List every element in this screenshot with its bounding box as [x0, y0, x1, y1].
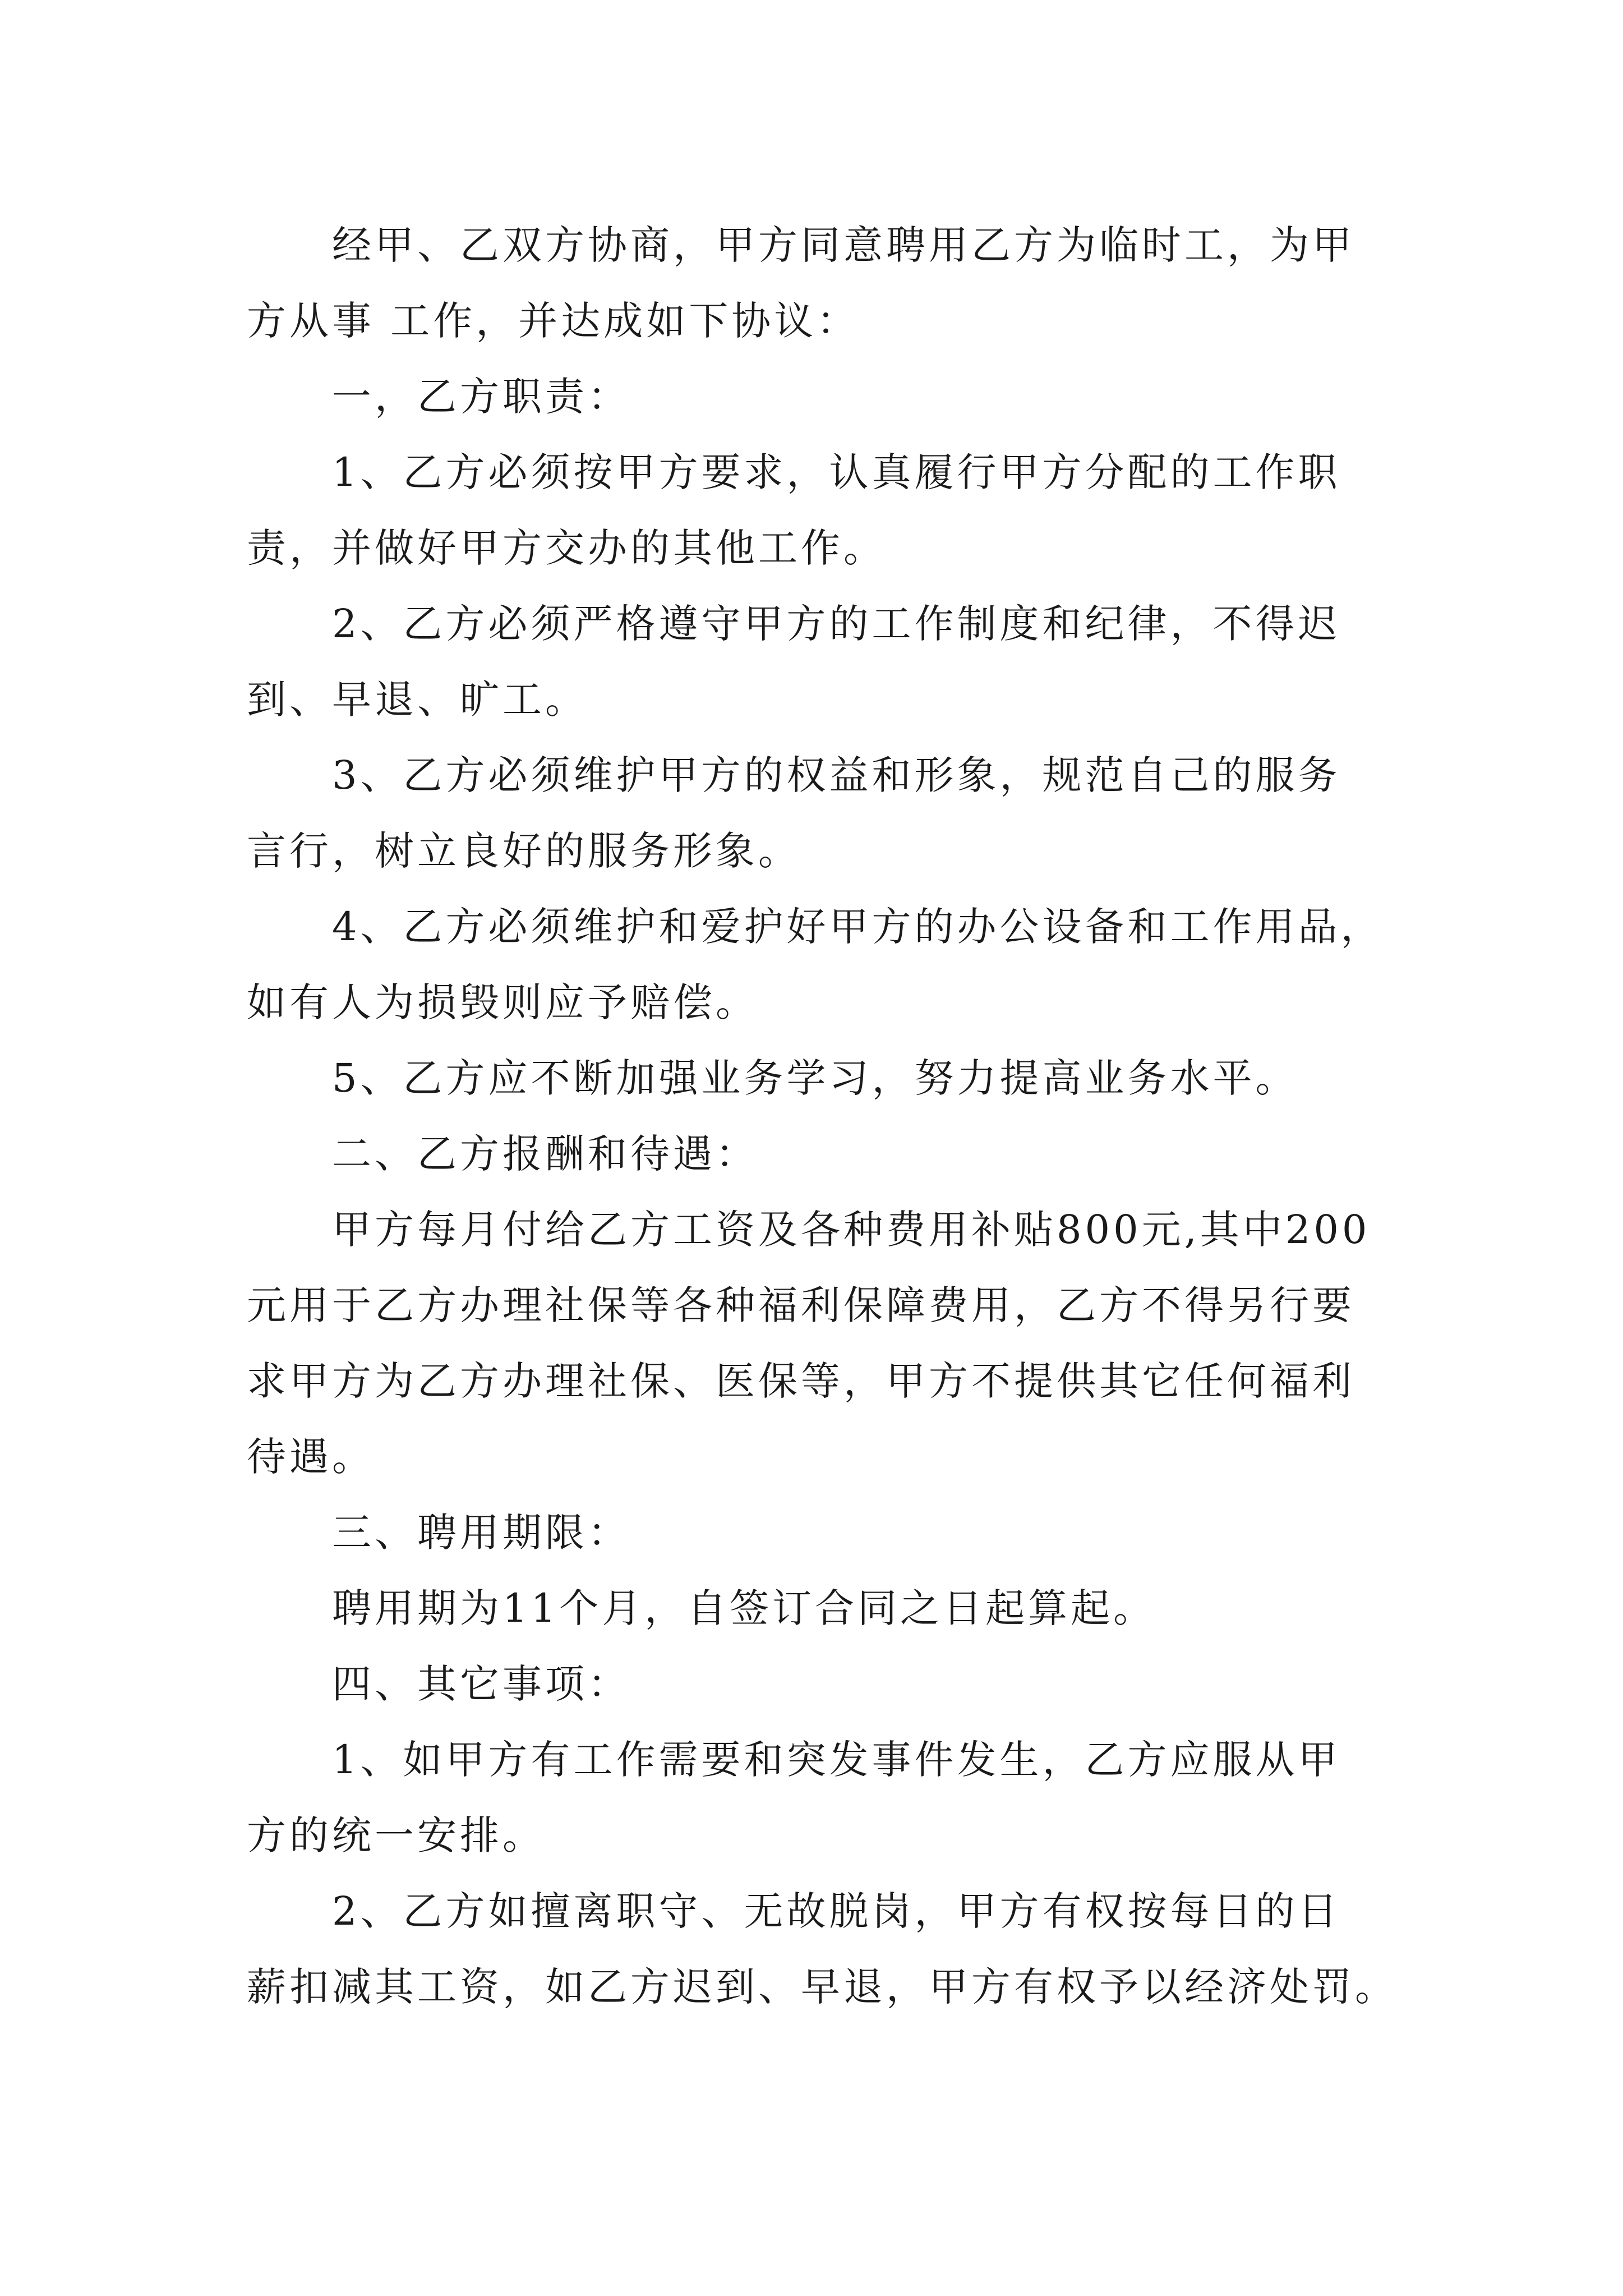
paragraph-duty-4: [247, 889, 1391, 1041]
text-line: 5、乙方应不断加强业务学习，努力提高业务水平。: [332, 1055, 1298, 1101]
paragraph-term: [247, 1571, 1391, 1646]
paragraph-duty-2: [247, 586, 1391, 738]
heading-line: 三、聘用期限：: [332, 1510, 630, 1556]
section-heading-pay: [247, 1116, 1391, 1192]
paragraph-duty-1: [247, 435, 1391, 586]
heading-line: 四、其它事项：: [332, 1661, 630, 1707]
heading-line: 一，乙方职责：: [332, 374, 630, 420]
text-line: 经甲、乙双方协商，甲方同意聘用乙方为临时工，为甲: [332, 222, 1355, 268]
text-line: 到、早退、旷工。: [247, 677, 588, 723]
text-line: 待遇。: [247, 1434, 375, 1480]
paragraph-pay: [247, 1192, 1391, 1495]
text-line: 1、如甲方有工作需要和突发事件发生，乙方应服从甲: [332, 1737, 1341, 1783]
text-line: 元用于乙方办理社保等各种福利保障费用，乙方不得另行要: [247, 1282, 1355, 1328]
text-line: 言行，树立良好的服务形象。: [247, 828, 801, 874]
section-heading-duties: [247, 359, 1391, 435]
text-line: 3、乙方必须维护甲方的权益和形象，规范自己的服务: [332, 752, 1341, 798]
text-line: 1、乙方必须按甲方要求，认真履行甲方分配的工作职: [332, 449, 1341, 495]
text-line: 2、乙方如擅离职守、无故脱岗，甲方有权按每日的日: [332, 1888, 1341, 1934]
text-line: 责，并做好甲方交办的其他工作。: [247, 525, 886, 571]
paragraph-other-1: [247, 1722, 1391, 1874]
heading-line: 二、乙方报酬和待遇：: [332, 1131, 758, 1177]
text-line: 方从事 工作，并达成如下协议：: [247, 298, 860, 344]
text-line: 4、乙方必须维护和爱护好甲方的办公设备和工作用品，: [332, 904, 1384, 950]
paragraph-other-2: [247, 1874, 1398, 2025]
text-line: 求甲方为乙方办理社保、医保等，甲方不提供其它任何福利: [247, 1358, 1355, 1404]
text-line: 聘用期为11个月，自签订合同之日起算起。: [332, 1585, 1156, 1631]
text-line: 方的统一安排。: [247, 1812, 545, 1858]
section-heading-other: [247, 1646, 1391, 1722]
text-line: 甲方每月付给乙方工资及各种费用补贴800元,其中200: [332, 1207, 1371, 1253]
text-line: 薪扣减其工资，如乙方迟到、早退，甲方有权予以经济处罚。: [247, 1964, 1398, 2010]
section-heading-term: [247, 1495, 1391, 1571]
text-line: 如有人为损毁则应予赔偿。: [247, 979, 758, 1025]
text-line: 2、乙方必须严格遵守甲方的工作制度和纪律，不得迟: [332, 601, 1341, 647]
paragraph-duty-5: [247, 1041, 1391, 1116]
paragraph-duty-3: [247, 738, 1391, 889]
paragraph-intro: [247, 208, 1391, 359]
document-body: [247, 208, 1398, 2025]
